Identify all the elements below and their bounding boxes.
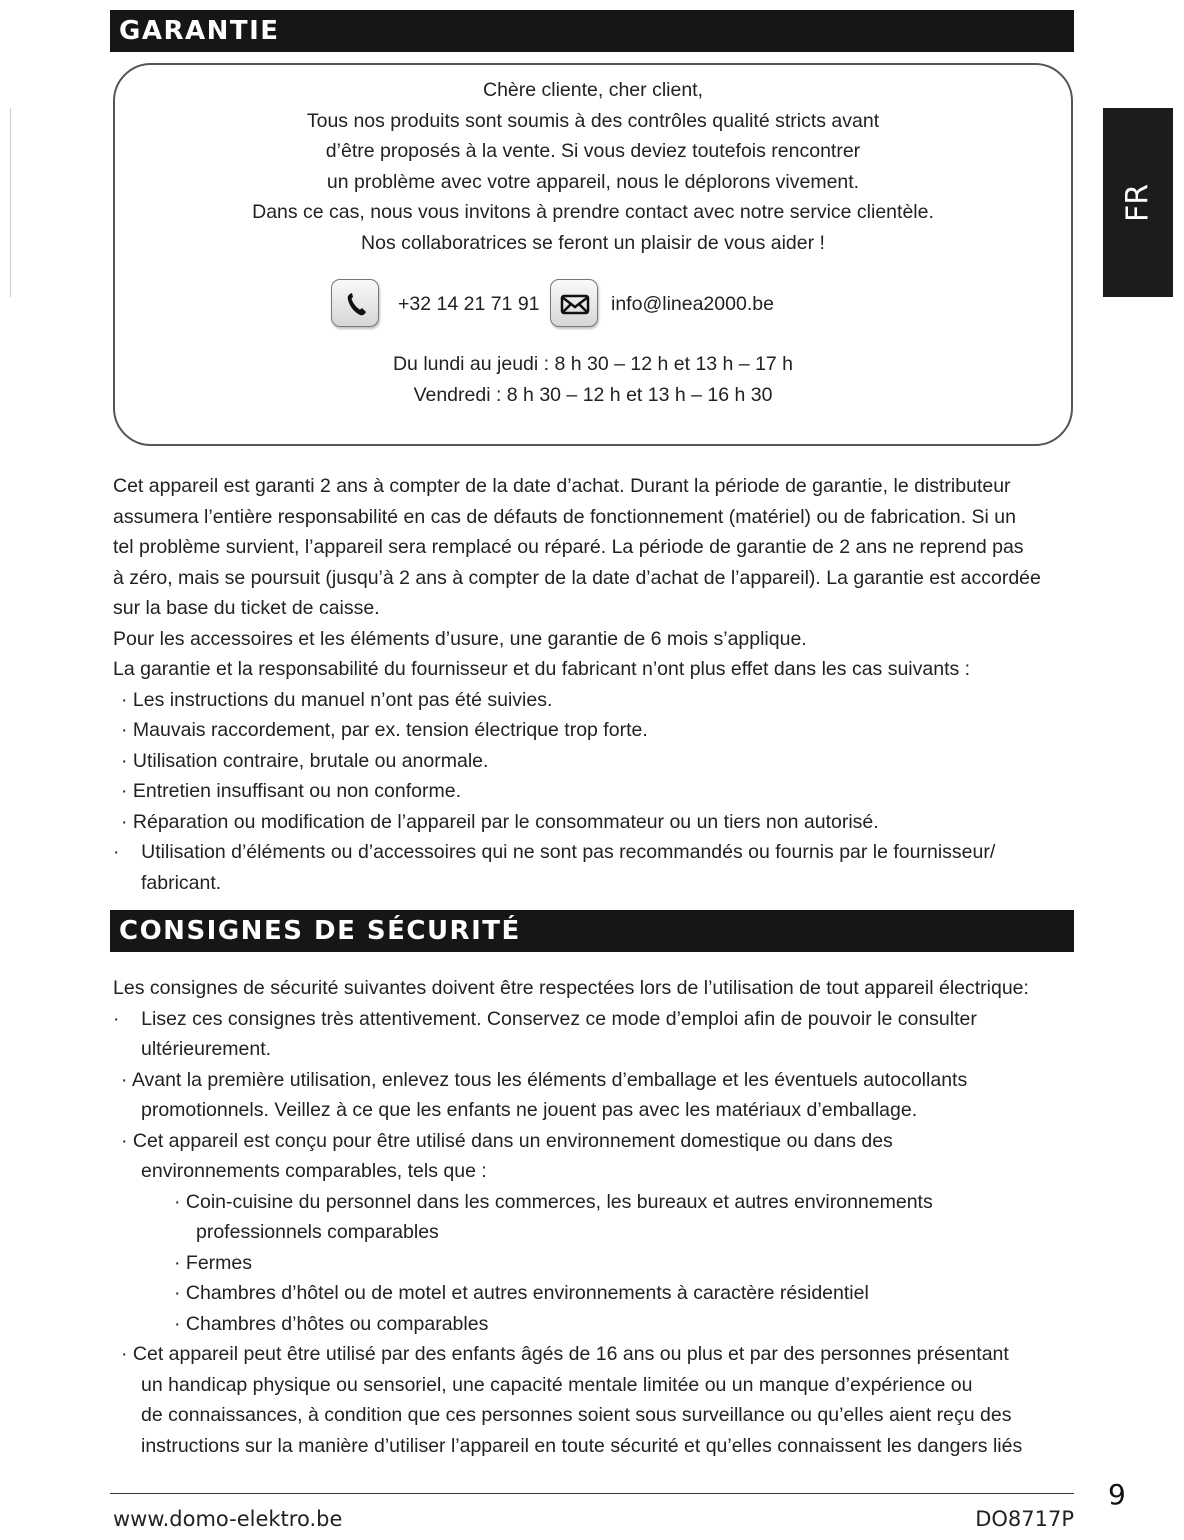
text-line: Les consignes de sécurité suivantes doivent être respectées lors de l’utilisation de tout appareil électrique: (113, 977, 1029, 999)
customer-service-box (113, 63, 1073, 446)
text-line: Cet appareil est garanti 2 ans à compter de la date d’achat. Durant la période de garantie, le distributeur (113, 475, 1011, 497)
securite-body (113, 973, 1083, 1461)
list-item: · Cet appareil peut être utilisé par des enfants âgés de 16 ans ou plus et par des personnes présentant (121, 1343, 1009, 1365)
contact-line: Nos collaboratrices se feront un plaisir de vous aider ! (361, 232, 825, 254)
list-item: · Entretien insuffisant ou non conforme. (121, 780, 462, 802)
sub-list-item: · Chambres d’hôtel ou de motel et autres environnements à caractère résidentiel (174, 1282, 869, 1304)
list-item: · Utilisation d’éléments ou d’accessoires qui ne sont pas recommandés ou fournis par le fournisseur/ (113, 841, 996, 863)
list-item: · Cet appareil est conçu pour être utilisé dans un environnement domestique ou dans des (121, 1129, 893, 1152)
list-item-continuation: environnements comparables, tels que : (141, 1160, 487, 1182)
hours-line: Du lundi au jeudi : 8 h 30 – 12 h et 13 h – 17 h (392, 353, 794, 375)
page-number: 9 (1108, 1478, 1126, 1511)
text-line: Pour les accessoires et les éléments d’usure, une garantie de 6 mois s’applique. (113, 627, 807, 650)
contact-line: un problème avec votre appareil, nous le déplorons vivement. (326, 171, 860, 193)
list-item: · Mauvais raccordement, par ex. tension électrique trop forte. (121, 719, 648, 741)
garantie-body (113, 471, 1083, 898)
text-line: tel problème survient, l’appareil sera remplacé ou réparé. La période de garantie de 2 ans ne reprend pas (113, 536, 1024, 558)
list-item-continuation: de connaissances, à condition que ces personnes soient sous surveillance ou qu’elles aient reçu des (141, 1404, 1012, 1426)
footer-rule (110, 1493, 1074, 1494)
margin-line (10, 108, 11, 297)
language-tab (1103, 108, 1173, 297)
list-item: · Lisez ces consignes très attentivement. Conservez ce mode d’emploi afin de pouvoir le consulter (113, 1007, 977, 1030)
list-item-continuation: instructions sur la manière d’utiliser l’appareil en toute sécurité et qu’elles connaissent les dangers liés (141, 1434, 1023, 1457)
list-item: · Les instructions du manuel n’ont pas été suivies. (121, 688, 553, 711)
text-line: La garantie et la responsabilité du fournisseur et du fabricant n’ont plus effet dans les cas suivants : (113, 658, 971, 680)
phone-number: +32 14 21 71 91 (398, 293, 540, 315)
contact-line: d’être proposés à la vente. Si vous deviez toutefois rencontrer (325, 140, 861, 162)
language-tab-label: FR (1120, 183, 1156, 222)
sub-list-item: · Coin-cuisine du personnel dans les commerces, les bureaux et autres environnements (174, 1190, 933, 1213)
sub-list-item: · Chambres d’hôtes ou comparables (174, 1312, 489, 1335)
list-item: · Réparation ou modification de l’appareil par le consommateur ou un tiers non autorisé. (121, 810, 879, 833)
contact-line: Dans ce cas, nous vous invitons à prendre contact avec notre service clientèle. (252, 201, 934, 223)
footer-website[interactable]: www.domo-elektro.be (113, 1507, 343, 1531)
footer-model: DO8717P (975, 1507, 1074, 1531)
email-address: info@linea2000.be (611, 293, 774, 315)
contact-line: Tous nos produits sont soumis à des contrôles qualité stricts avant (306, 110, 880, 132)
phone-icon (331, 279, 379, 327)
envelope-icon (550, 279, 598, 327)
section-title-securite: CONSIGNES DE SÉCURITÉ (110, 910, 1074, 952)
text-line: sur la base du ticket de caisse. (113, 597, 380, 619)
list-item-continuation: un handicap physique ou sensoriel, une capacité mentale limitée ou un manque d’expérience ou (141, 1373, 973, 1396)
list-item-continuation: promotionnels. Veillez à ce que les enfants ne jouent pas avec les matériaux d’emballage. (141, 1099, 918, 1121)
contact-line: Chère cliente, cher client, (482, 79, 704, 101)
sub-list-item: · Fermes (174, 1251, 252, 1274)
list-item-continuation: ultérieurement. (141, 1038, 272, 1060)
list-item-continuation: fabricant. (141, 871, 222, 894)
section-title-garantie: GARANTIE (110, 10, 1074, 52)
sub-list-item-continuation: professionnels comparables (196, 1221, 439, 1243)
list-item: · Avant la première utilisation, enlevez tous les éléments d’emballage et les éventuels autocollants (121, 1068, 968, 1091)
text-line: assumera l’entière responsabilité en cas de défauts de fonctionnement (matériel) ou de fabrication. Si un (113, 505, 1016, 528)
list-item: · Utilisation contraire, brutale ou anormale. (121, 749, 489, 772)
text-line: à zéro, mais se poursuit (jusqu’à 2 ans à compter de la date d’achat de l’appareil). La garantie est accordée (113, 566, 1041, 589)
hours-line: Vendredi : 8 h 30 – 12 h et 13 h – 16 h 30 (413, 384, 773, 406)
